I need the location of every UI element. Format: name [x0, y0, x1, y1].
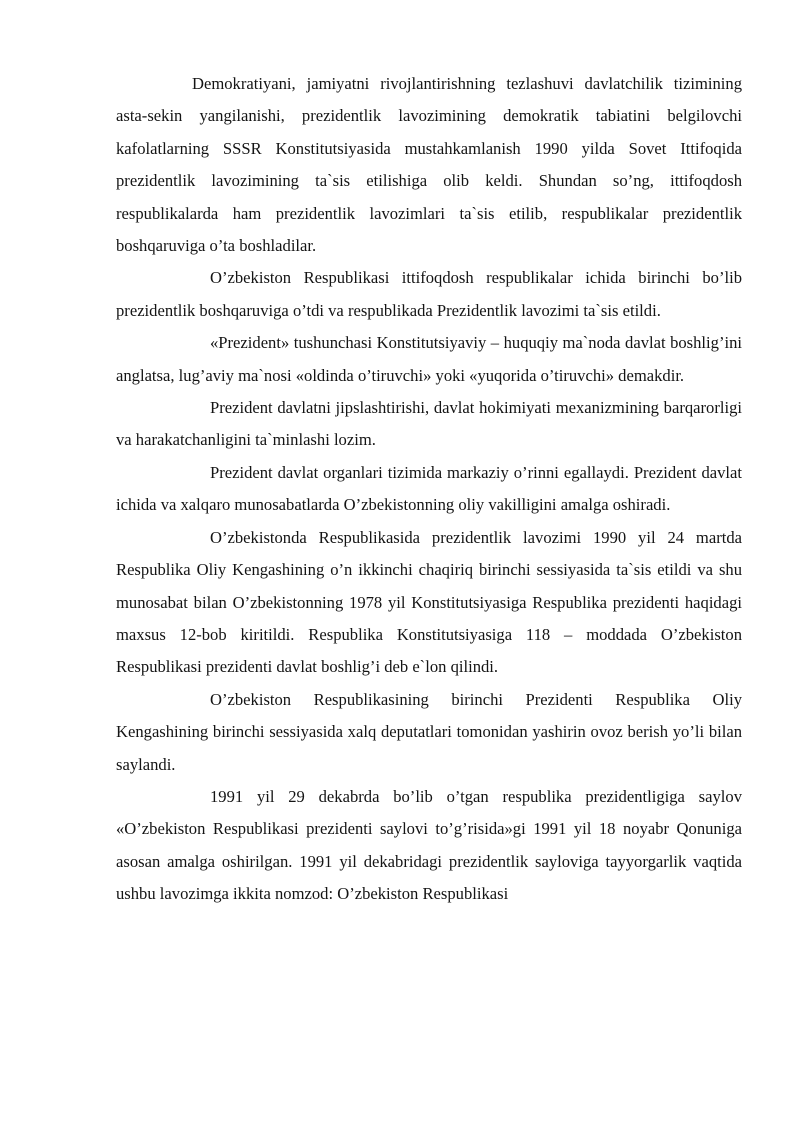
paragraph: Prezident davlat organlari tizimida markaziy o’rinni egallaydi. Prezident davlat ichida va xalqaro munosabatlarda O’zbekistonning oliy vakilligini amalga oshiradi.: [116, 462, 742, 515]
paragraph: 1991 yil 29 dekabrda bo’lib o’tgan respublika prezidentligiga saylov «O’zbekiston Respublikasi prezidenti saylovi to’g’risida»gi 1991 yil 18 noyabr Qonuniga asosan amalga oshirilgan. 1991 yil dekabridagi prezidentlik sayloviga tayyorgarlik vaqtida ushbu lavozimga ikkita nomzod: O’zbekiston Respublikasi: [116, 786, 742, 904]
paragraph: O’zbekistonda Respublikasida prezidentlik lavozimi 1990 yil 24 martda Respublika Oliy Kengashining o’n ikkinchi chaqiriq birinchi sessiyasida ta`sis etildi va shu munosabat bilan O’zbekistonning 1978 yil Konstitutsiyasiga Respublika prezidenti haqidagi maxsus 12-bob kiritildi. Respublika Konstitutsiyasiga 118 – moddada O’zbekiston Respublikasi prezidenti davlat boshlig’i deb e`lon qilindi.: [116, 527, 742, 677]
paragraph: O’zbekiston Respublikasining birinchi Prezidenti Respublika Oliy Kengashining birinchi sessiyasida xalq deputatlari tomonidan yashirin ovoz berish yo’li bilan saylandi.: [116, 689, 742, 774]
paragraph: Demokratiyani, jamiyatni rivojlantirishning tezlashuvi davlatchilik tizimining asta-sekin yangilanishi, prezidentlik lavozimining demokratik tabiatini belgilovchi kafolatlarning SSSR Konstitutsiyasida mustahkamlanish 1990 yilda Sovet Ittifoqida prezidentlik lavozimining ta`sis etilishiga olib keldi. Shundan so’ng, ittifoqdosh respublikalarda ham prezidentlik lavozimlari ta`sis etilib, respublikalar prezidentlik boshqaruviga o’ta boshladilar.: [116, 74, 742, 256]
paragraph: «Prezident» tushunchasi Konstitutsiyaviy – huquqiy ma`noda davlat boshlig’ini anglatsa, lug’aviy ma`nosi «oldinda o’tiruvchi» yoki «yuqorida o’tiruvchi» demakdir.: [116, 333, 742, 385]
paragraph: O’zbekiston Respublikasi ittifoqdosh respublikalar ichida birinchi bo’lib prezidentlik boshqaruviga o’tdi va respublikada Prezidentlik lavozimi ta`sis etildi.: [116, 268, 742, 320]
document-page: [116, 68, 742, 911]
paragraph: Prezident davlatni jipslashtirishi, davlat hokimiyati mexanizmining barqarorligi va harakatchanligini ta`minlashi lozim.: [116, 398, 742, 450]
